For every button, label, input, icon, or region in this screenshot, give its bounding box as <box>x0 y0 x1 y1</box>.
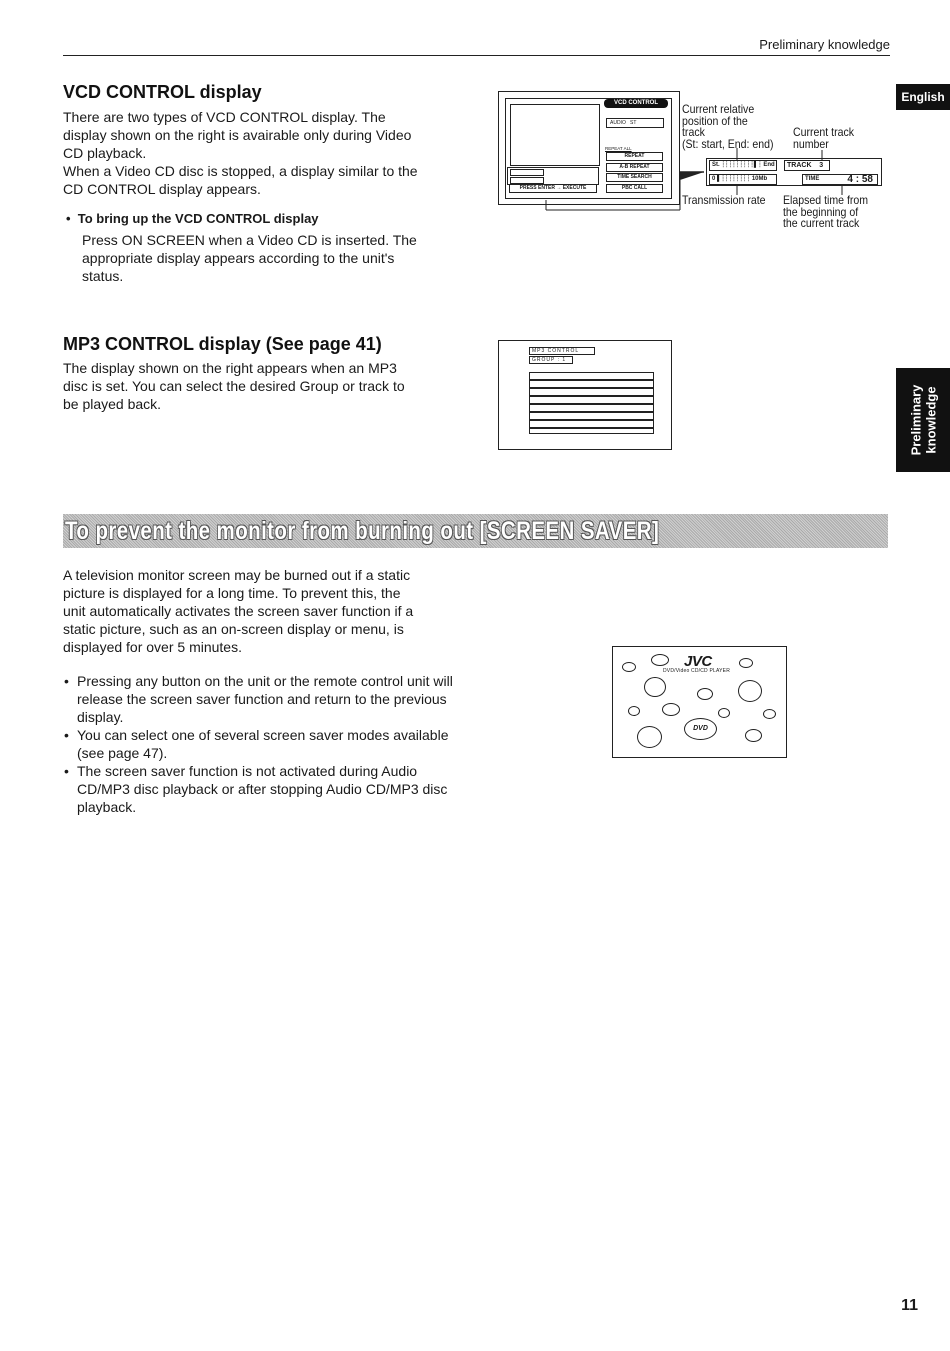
bubble-shape <box>662 703 680 716</box>
vcd-figure-press: PRESS ENTER → EXECUTE <box>509 184 597 193</box>
mp3-figure-row <box>529 420 654 428</box>
mp3-figure-group: GROUP : 1 <box>529 356 573 364</box>
mp3-figure-row <box>529 396 654 404</box>
mp3-body-line: The display shown on the right appears when an MP3 <box>63 360 397 376</box>
callout-line: number <box>793 136 829 151</box>
callout-line: track <box>682 125 705 139</box>
callout-elapsed <box>783 195 868 230</box>
bubble-shape <box>745 729 762 742</box>
screen-saver-bullets <box>63 672 463 816</box>
vcd-audio-label: AUDIO <box>610 120 626 126</box>
mp3-figure-row <box>529 428 654 434</box>
zoom-track-value: 3 <box>819 162 824 169</box>
list-item: • You can select one of several screen saver modes available (see page 47). <box>63 726 463 762</box>
vcd-bullet-line: status. <box>82 268 124 284</box>
vcd-menu-item: REPEAT <box>606 152 663 161</box>
language-tab: English <box>896 84 950 110</box>
bullet-dot: • <box>66 211 78 226</box>
screen-saver-banner-text: To prevent the monitor from burning out [SCREEN SAVER] <box>65 516 660 545</box>
vcd-intro-line: There are two types of VCD CONTROL display. The <box>63 109 386 125</box>
section-tab <box>896 368 950 472</box>
vcd-menu-item: PBC CALL <box>606 184 663 193</box>
vcd-intro-line: CD CONTROL display appears. <box>63 181 261 197</box>
page-number: 11 <box>901 1297 918 1314</box>
callout-track-number <box>793 127 854 150</box>
dvd-logo-icon: DVD <box>684 718 717 740</box>
screen-saver-intro <box>63 566 413 656</box>
screen-saver-intro-line: A television monitor screen may be burned out if a static <box>63 567 411 583</box>
zoom-position-bar: St. ┆┆┆┆┆┆┆┆┆▌┆ End <box>709 160 777 171</box>
zoom-st-label: St. <box>712 162 720 168</box>
vcd-bullet-line: appropriate display appears according to the unit's <box>82 250 395 266</box>
vcd-intro-line: CD playback. <box>63 145 147 161</box>
running-header: Preliminary knowledge <box>759 37 890 52</box>
zoom-time-value: 4 : 58 <box>847 174 873 185</box>
bubble-shape <box>651 654 669 666</box>
jvc-subtitle: DVD/Video CD/CD PLAYER <box>663 668 731 674</box>
callout-line: Current relative <box>682 102 755 116</box>
bubble-shape <box>622 662 636 672</box>
mp3-figure-row <box>529 388 654 396</box>
mp3-body-line: be played back. <box>63 396 162 412</box>
callout-transmission: Transmission rate <box>682 193 766 207</box>
mp3-figure-row <box>529 404 654 412</box>
mp3-body <box>63 359 405 413</box>
screen-saver-intro-line: picture is displayed for a long time. To prevent this, the <box>63 585 401 601</box>
vcd-intro-line: display shown on the right is avairable only during Video <box>63 127 412 143</box>
zoom-rate-value: 0 <box>712 176 716 182</box>
zoom-end-label: End <box>763 162 775 168</box>
callout-line: (St: start, End: end) <box>682 136 774 151</box>
zoom-track-label: TRACK <box>787 162 812 169</box>
bubble-shape <box>637 726 662 748</box>
bubble-shape <box>718 708 730 718</box>
bubble-shape <box>697 688 713 700</box>
screen-saver-intro-line: static picture, such as an on-screen display or menu, is <box>63 621 404 637</box>
callout-line: Elapsed time from <box>783 193 869 207</box>
section-tab-line1: Preliminary <box>908 384 924 456</box>
zoom-rate-bar: 0 ▌┆┆┆┆┆┆┆┆ 10Mb <box>709 174 777 185</box>
vcd-heading: VCD CONTROL display <box>63 82 262 102</box>
zoom-rate-unit: 10Mb <box>751 176 768 182</box>
list-item: • The screen saver function is not activated during Audio CD/MP3 disc playback or after stopping Audio CD/MP3 disc playback. <box>63 762 463 816</box>
jvc-logo: JVC <box>684 653 712 670</box>
bubble-shape <box>763 709 776 719</box>
zoom-time-label: TIME <box>805 176 820 182</box>
list-item: • Pressing any button on the unit or the remote control unit will release the screen saver function and return to the previous display. <box>63 672 463 726</box>
mp3-heading: MP3 CONTROL display (See page 41) <box>63 334 382 354</box>
vcd-figure-title: VCD CONTROL <box>604 99 668 108</box>
bubble-shape <box>739 658 753 668</box>
mp3-body-line: disc is set. You can select the desired Group or track to <box>63 378 405 394</box>
callout-line: Current track <box>793 125 855 139</box>
screen-saver-intro-line: unit automatically activates the screen saver function if a <box>63 603 414 619</box>
vcd-menu-item: TIME SEARCH <box>606 173 663 182</box>
mp3-figure-title: MP3 CONTROL <box>529 347 595 355</box>
vcd-intro-line: When a Video CD disc is stopped, a display similar to the <box>63 163 418 179</box>
screen-saver-banner <box>63 514 888 548</box>
vcd-bullet-line: Press ON SCREEN when a Video CD is inserted. The <box>82 232 417 248</box>
mp3-figure-row <box>529 380 654 388</box>
callout-line: position of the <box>682 113 748 128</box>
vcd-figure-repeat-label: REPEAT ALL <box>605 146 632 151</box>
vcd-bullet-head-text: To bring up the VCD CONTROL display <box>77 211 319 226</box>
callout-position <box>682 104 774 150</box>
bubble-shape <box>738 680 762 702</box>
vcd-menu-item: A-B REPEAT <box>606 163 663 172</box>
bubble-shape <box>644 677 666 697</box>
screen-saver-intro-line: displayed for over 5 minutes. <box>63 639 242 655</box>
mp3-figure-row <box>529 372 654 380</box>
bubble-shape <box>628 706 640 716</box>
vcd-audio-value: ST <box>630 120 637 126</box>
mp3-figure-row <box>529 412 654 420</box>
callout-line: the current track <box>783 216 860 230</box>
callout-line: the beginning of <box>783 204 859 219</box>
section-tab-line2: knowledge <box>923 386 939 454</box>
